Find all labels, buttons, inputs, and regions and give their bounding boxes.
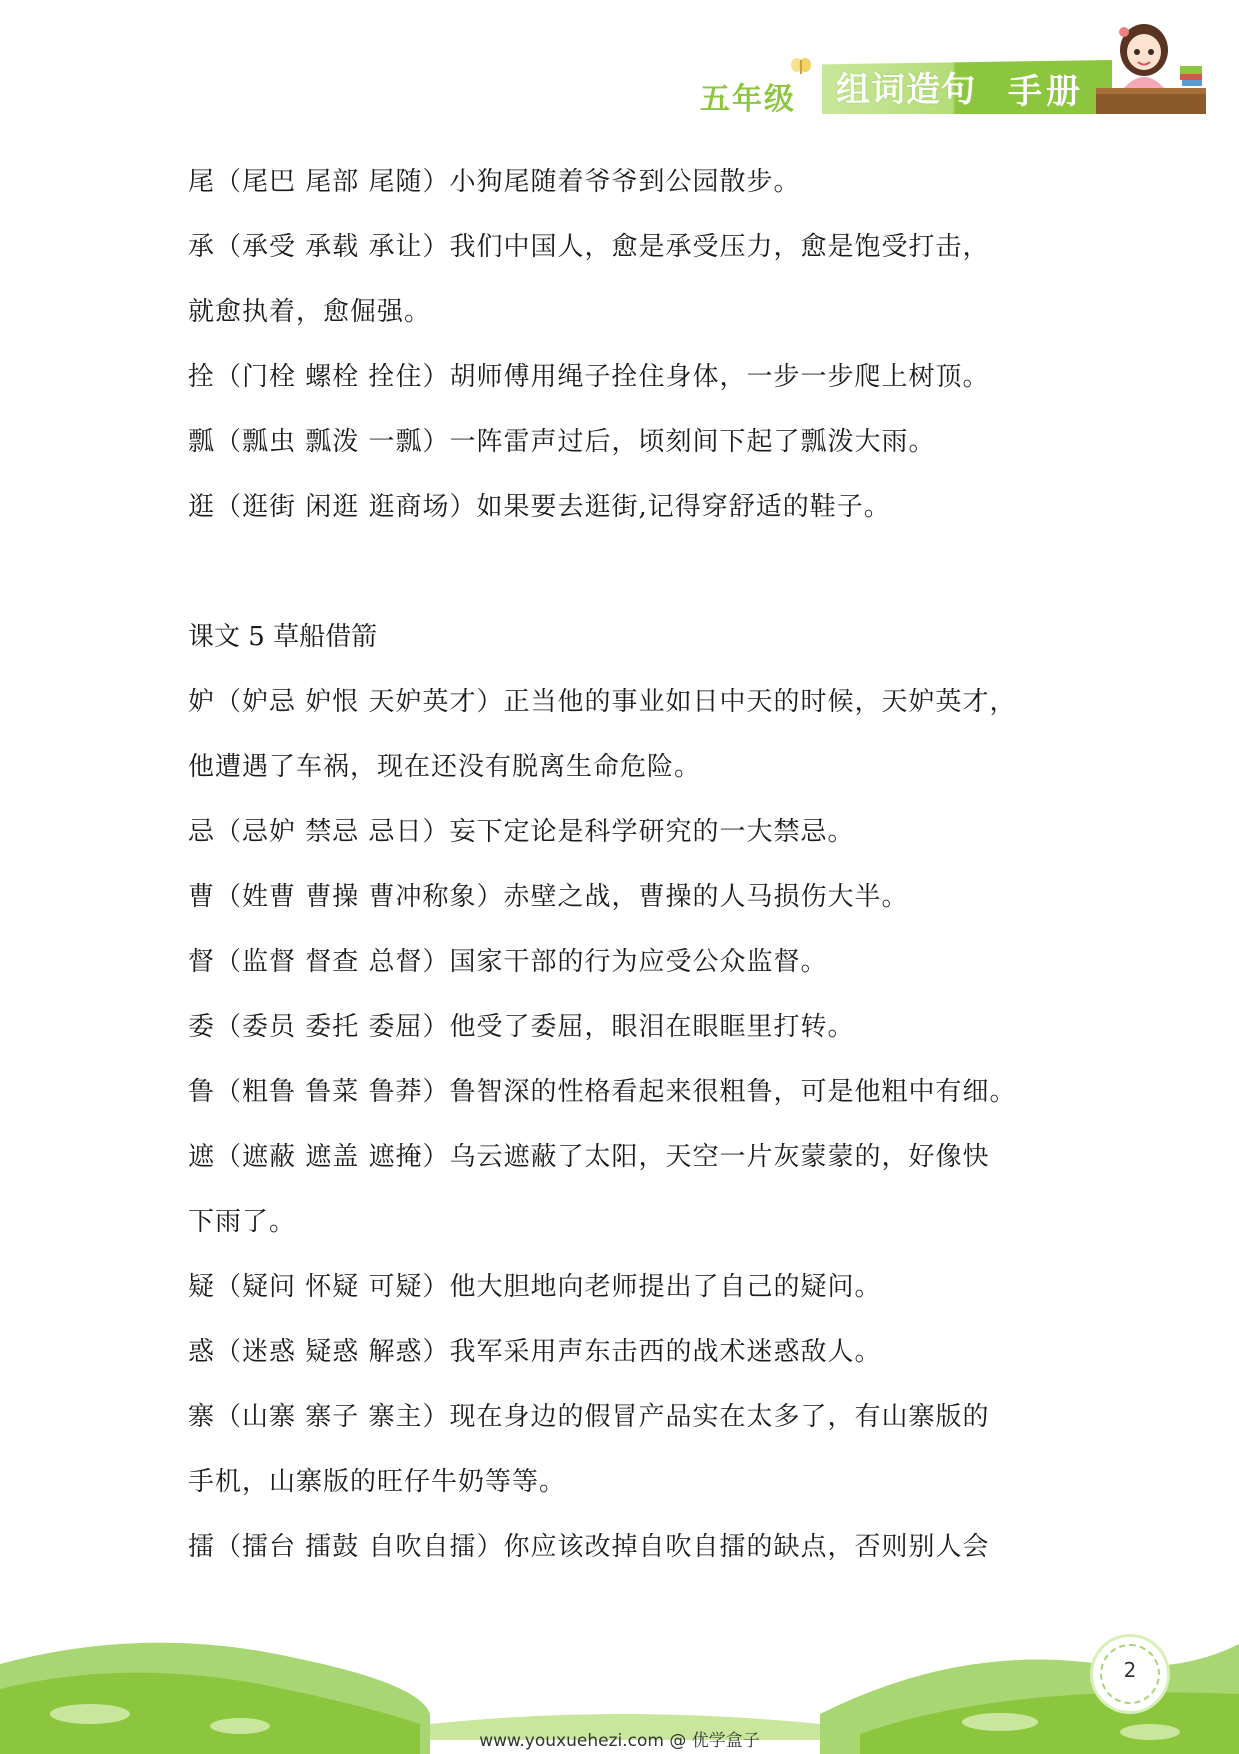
text-line: 遮（遮蔽 遮盖 遮掩）乌云遮蔽了太阳，天空一片灰蒙蒙的，好像快 [188,1142,990,1172]
handbook-subtitle: 手册 [1008,72,1084,112]
text-line: 拴（门栓 螺栓 拴住）胡师傅用绳子拴住身体，一步一步爬上树顶。 [188,362,990,392]
text-line: 瓢（瓢虫 瓢泼 一瓢）一阵雷声过后，顷刻间下起了瓢泼大雨。 [188,427,936,457]
grade-label: 五年级 [700,82,796,117]
text-line: 督（监督 督查 总督）国家干部的行为应受公众监督。 [188,947,828,977]
text-line: 承（承受 承载 承让）我们中国人，愈是承受压力，愈是饱受打击， [188,232,990,262]
text-line: 鲁（粗鲁 鲁菜 鲁莽）鲁智深的性格看起来很粗鲁，可是他粗中有细。 [188,1077,1017,1107]
text-line: 尾（尾巴 尾部 尾随）小狗尾随着爷爷到公园散步。 [188,167,801,197]
text-line: 曹（姓曹 曹操 曹冲称象）赤壁之战，曹操的人马损伤大半。 [188,882,909,912]
text-line: 寨（山寨 寨子 寨主）现在身边的假冒产品实在太多了，有山寨版的 [188,1402,990,1432]
text-line: 手机，山寨版的旺仔牛奶等等。 [188,1467,567,1497]
page-header [0,0,1239,130]
text-line: 擂（擂台 擂鼓 自吹自擂）你应该改掉自吹自擂的缺点，否则别人会 [188,1532,990,1562]
text-line: 委（委员 委托 委屈）他受了委屈，眼泪在眼眶里打转。 [188,1012,855,1042]
footer-website: www.youxuehezi.com @ 优学盒子 [479,1731,760,1751]
section-title: 课文 5 草船借箭 [188,622,378,652]
text-line: 下雨了。 [188,1207,297,1237]
text-line: 疑（疑问 怀疑 可疑）他大胆地向老师提出了自己的疑问。 [188,1272,882,1302]
text-line: 逛（逛街 闲逛 逛商场）如果要去逛街,记得穿舒适的鞋子。 [188,492,891,522]
text-line: 就愈执着，愈倔强。 [188,297,432,327]
girl-mascot-icon [1096,22,1206,114]
spacer [188,540,1068,605]
text-line: 妒（妒忌 妒恨 天妒英才）正当他的事业如日中天的时候，天妒英才， [188,687,1017,717]
handbook-title: 组词造句 [836,70,976,110]
text-line: 他遭遇了车祸，现在还没有脱离生命危险。 [188,752,702,782]
text-line: 忌（忌妒 禁忌 忌日）妄下定论是科学研究的一大禁忌。 [188,817,855,847]
text-line: 惑（迷惑 疑惑 解惑）我军采用声东击西的战术迷惑敌人。 [188,1337,882,1367]
page-content [188,150,1068,1580]
page-number: 2 [1123,1658,1137,1682]
